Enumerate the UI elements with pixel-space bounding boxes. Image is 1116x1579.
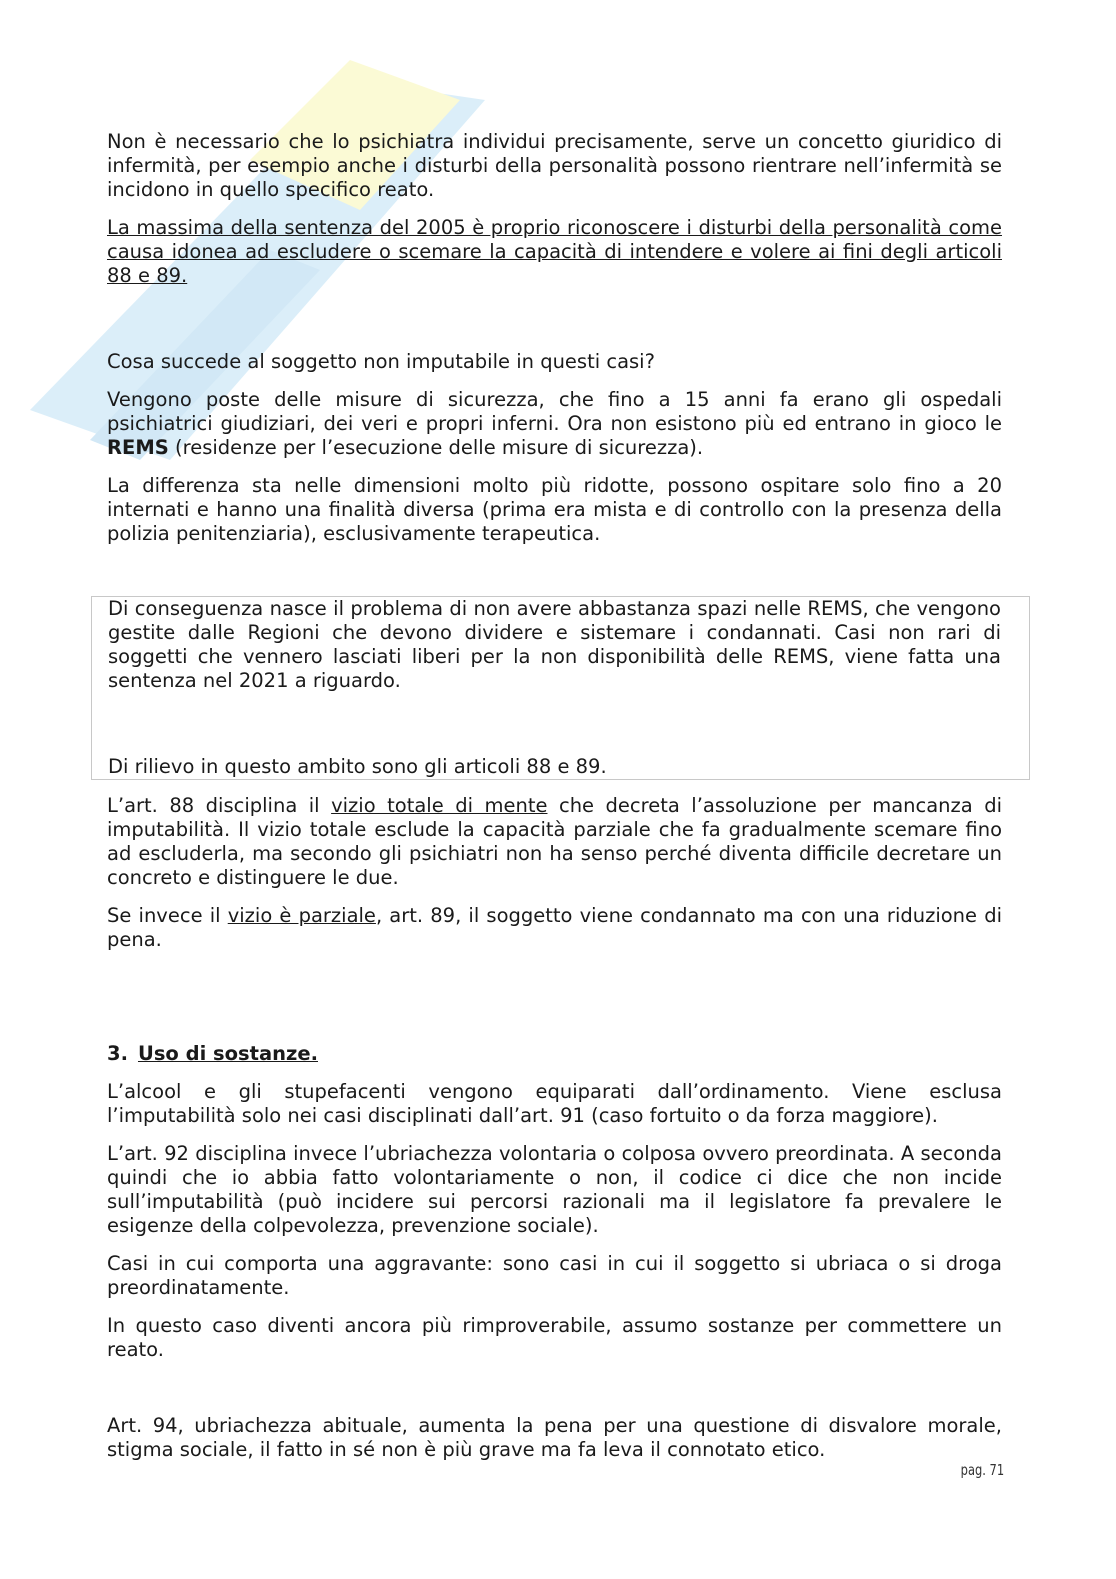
paragraph: In questo caso diventi ancora più rimproverabile, assumo sostanze per commettere un reato.	[107, 1314, 1002, 1361]
paragraph	[107, 794, 1002, 890]
paragraph: Di rilievo in questo ambito sono gli articoli 88 e 89.	[108, 755, 607, 778]
paragraph: Art. 94, ubriachezza abituale, aumenta la pena per una questione di disvalore morale, stigma sociale, il fatto in sé non è più grave ma fa leva il connotato etico.	[107, 1414, 1002, 1461]
question-paragraph: Cosa succede al soggetto non imputabile in questi casi?	[107, 350, 655, 373]
paragraph: Casi in cui comporta una aggravante: sono casi in cui il soggetto si ubriaca o si droga preordinatamente.	[107, 1252, 1002, 1299]
text-run: L’art. 88 disciplina il	[107, 794, 332, 817]
paragraph: Di conseguenza nasce il problema di non avere abbastanza spazi nelle REMS, che vengono gestite dalle Regioni che devono dividere e sistemare i condannati. Casi non rari di soggetti che vennero lasciati liberi per la non disponibilità delle REMS, viene fatta una sentenza nel 2021 a riguardo.	[108, 597, 1001, 692]
section-heading	[107, 1042, 1002, 1066]
text-run: , art. 89, il soggetto viene condannato ma con una riduzione di pena.	[107, 904, 1002, 951]
paragraph-underlined: La massima della sentenza del 2005 è proprio riconoscere i disturbi della personalità come causa idonea ad escludere o scemare la capacità di intendere e volere ai fini degli articoli 88 e 89.	[107, 216, 1002, 287]
bold-term: REMS	[107, 436, 169, 459]
paragraph: L’art. 92 disciplina invece l’ubriachezza volontaria o colposa ovvero preordinata. A seconda quindi che io abbia fatto volontariamente o non, il codice ci dice che non incide sull’imputabilità (può incidere sui percorsi razionali ma il legislatore fa prevalere le esigenze della colpevolezza, prevenzione sociale).	[107, 1142, 1002, 1237]
heading-title: Uso di sostanze.	[137, 1042, 318, 1065]
text-run: che decreta l’assoluzione per mancanza di imputabilità. Il vizio totale esclude la capacità parziale che fa gradualmente scemare fino ad escluderla, ma secondo gli psichiatri non ha senso perché diventa difficile decretare un concreto e distinguere le due.	[107, 794, 1002, 889]
bordered-box	[91, 596, 1030, 780]
text-run: Se invece il	[107, 904, 228, 927]
paragraph: Non è necessario che lo psichiatra individui precisamente, serve un concetto giuridico di infermità, per esempio anche i disturbi della personalità possono rientrare nell’infermità se incidono in quello specifico reato.	[107, 130, 1002, 201]
paragraph: La differenza sta nelle dimensioni molto più ridotte, possono ospitare solo fino a 20 internati e hanno una finalità diversa (prima era mista e di controllo con la presenza della polizia penitenziaria), esclusivamente terapeutica.	[107, 474, 1002, 545]
text-run: Vengono poste delle misure di sicurezza, che fino a 15 anni fa erano gli ospedali psichiatrici giudiziari, dei veri e propri inferni. Ora non esistono più ed entrano in gioco le	[107, 388, 1002, 435]
underlined-term: vizio totale di mente	[331, 794, 548, 817]
page-number: pag. 71	[960, 1461, 1004, 1479]
heading-number: 3.	[107, 1042, 128, 1065]
document-page	[107, 130, 1002, 1476]
underlined-term: vizio è parziale	[227, 904, 376, 927]
text-run: (residenze per l’esecuzione delle misure di sicurezza).	[168, 436, 704, 459]
paragraph	[107, 904, 1002, 952]
paragraph	[107, 388, 1002, 460]
paragraph: L’alcool e gli stupefacenti vengono equiparati dall’ordinamento. Viene esclusa l’imputabilità solo nei casi disciplinati dall’art. 91 (caso fortuito o da forza maggiore).	[107, 1080, 1002, 1127]
